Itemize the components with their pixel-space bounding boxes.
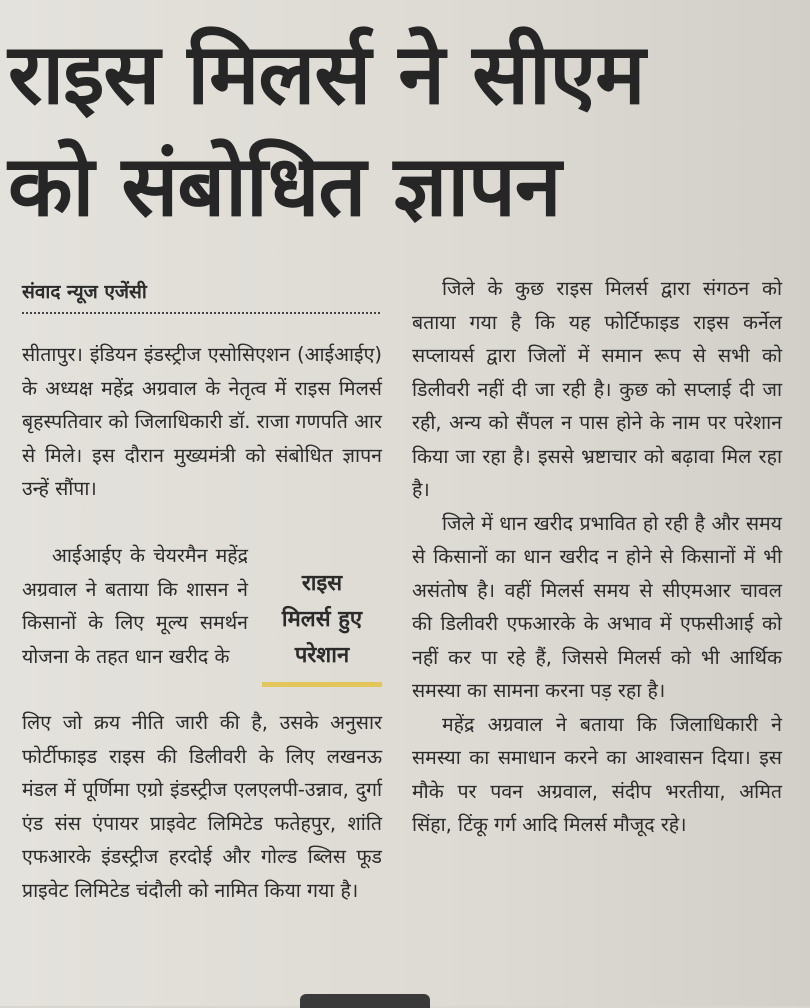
left-column-para-2-narrow [22,539,248,673]
right-column [412,272,782,842]
article-paragraph: सीतापुर। इंडियन इंडस्ट्रीज एसोसिएशन (आईआईए) के अध्यक्ष महेंद्र अग्रवाल के नेतृत्व में राइस मिलर्स बृहस्पतिवार को जिलाधिकारी डॉ. राजा गणपति आर से मिले। इस दौरान मुख्यमंत्री को संबोधित ज्ञापन उन्हें सौंपा। [22,343,382,500]
pull-quote-line-2: मिलर्स हुए [281,607,363,632]
pull-quote [262,566,382,687]
pull-quote-line-1: राइस [301,571,343,596]
article-paragraph: जिले में धान खरीद प्रभावित हो रही है और समय से किसानों का धान खरीद न होने से किसानों में भी असंतोष है। वहीं मिलर्स समय से सीएमआर चावल की डिलीवरी एफआरके के अभाव में एफसीआई को नहीं कर पा रहे हैं, जिससे मिलर्स को भी आर्थिक समस्या का सामना करना पड़ रहा है। [412,511,782,702]
article-paragraph: जिले के कुछ राइस मिलर्स द्वारा संगठन को बताया गया है कि यह फोर्टिफाइड राइस कर्नेल सप्लायर्स द्वारा जिलों में समान रूप से सभी को डिलीवरी नहीं दी जा रही है। कुछ को सप्लाई दी जा रही, अन्य को सैंपल न पास होने के नाम पर परेशान किया जा रहा है। इससे भ्रष्टाचार को बढ़ावा मिल रहा है। [412,277,782,501]
headline-line-1: राइस मिलर्स ने सीएम [8,25,645,123]
article-paragraph: लिए जो क्रय नीति जारी की है, उसके अनुसार फोर्टीफाइड राइस की डिलीवरी के लिए लखनऊ मंडल में पूर्णिमा एग्रो इंडस्ट्रीज एलएलपी-उन्नाव, दुर्गा एंड संस एंपायर प्राइवेट लिमिटेड फतेहपुर, शांति एफआरके इंडस्ट्रीज हरदोई और गोल्ड ब्लिस फूड प्राइवेट लिमिटेड चंदौली को नामित किया गया है। [22,711,382,902]
left-column-para-2-wide [22,706,382,907]
byline: संवाद न्यूज एजेंसी [22,281,147,303]
pull-quote-line-3: परेशान [294,643,350,668]
byline-divider [22,312,380,314]
headline [8,18,808,242]
left-column-para-1 [22,338,382,506]
article-paragraph: महेंद्र अग्रवाल ने बताया कि जिलाधिकारी ने समस्या का समाधान करने का आश्वासन दिया। इस मौके पर पवन अग्रवाल, संदीप भरतीया, अमित सिंहा, टिंकू गर्ग आदि मिलर्स मौजूद रहे। [412,712,782,836]
article-paragraph: आईआईए के चेयरमैन महेंद्र अग्रवाल ने बताया कि शासन ने किसानों के लिए मूल्य समर्थन योजना के तहत धान खरीद के [22,544,248,668]
headline-line-2: को संबोधित ज्ञापन [8,137,561,235]
